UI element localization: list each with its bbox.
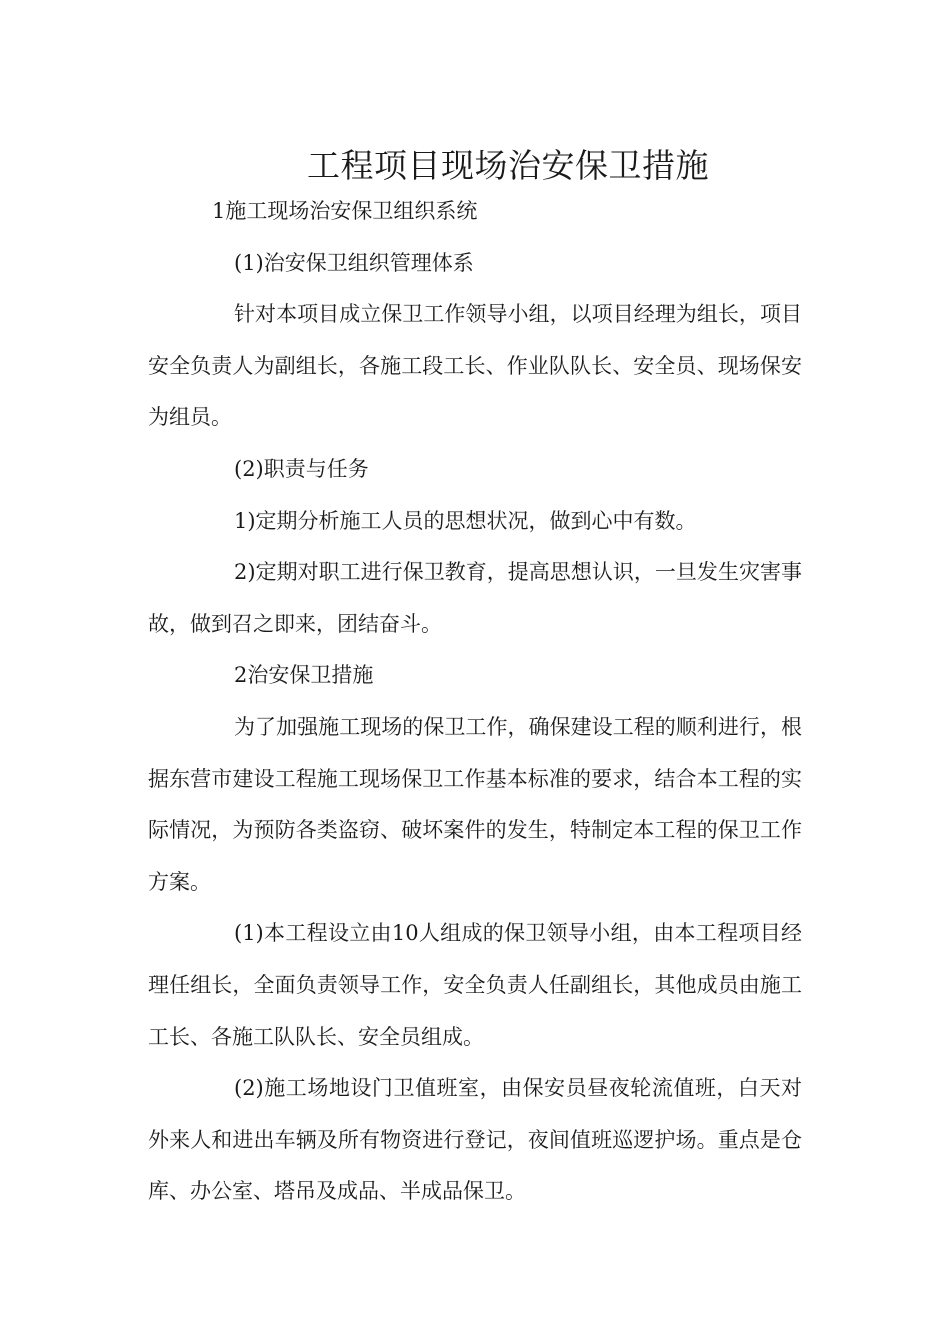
document-title: 工程项目现场治安保卫措施 — [307, 146, 709, 186]
body-paragraph: 针对本项目成立保卫工作领导小组，以项目经理为组长，项目安全负责人为副组长，各施工段工长、作业队队长、安全员、现场保安为组员。 — [148, 302, 802, 430]
document-body — [148, 186, 802, 1218]
section-heading-1: 1施工现场治安保卫组织系统 — [212, 199, 478, 223]
subsection-heading: (1)治安保卫组织管理体系 — [234, 250, 474, 275]
list-item: 2)定期对职工进行保卫教育，提高思想认识，一旦发生灾害事故，做到召之即来，团结奋斗。 — [148, 560, 802, 636]
body-paragraph: 为了加强施工现场的保卫工作，确保建设工程的顺利进行，根据东营市建设工程施工现场保卫工作基本标准的要求，结合本工程的实际情况，为预防各类盗窃、破坏案件的发生，特制定本工程的保卫工作方案。 — [148, 714, 802, 894]
numbered-paragraph: (1)本工程设立由10人组成的保卫领导小组，由本工程项目经理任组长，全面负责领导工作，安全负责人任副组长，其他成员由施工工长、各施工队队长、安全员组成。 — [148, 921, 802, 1049]
list-item: 1)定期分析施工人员的思想状况，做到心中有数。 — [234, 508, 697, 533]
numbered-paragraph: (2)施工场地设门卫值班室，由保安员昼夜轮流值班，白天对外来人和进出车辆及所有物资进行登记，夜间值班巡逻护场。重点是仓库、办公室、塔吊及成品、半成品保卫。 — [148, 1076, 802, 1204]
subsection-heading: (2)职责与任务 — [234, 456, 369, 481]
section-heading-2: 2治安保卫措施 — [234, 663, 374, 688]
